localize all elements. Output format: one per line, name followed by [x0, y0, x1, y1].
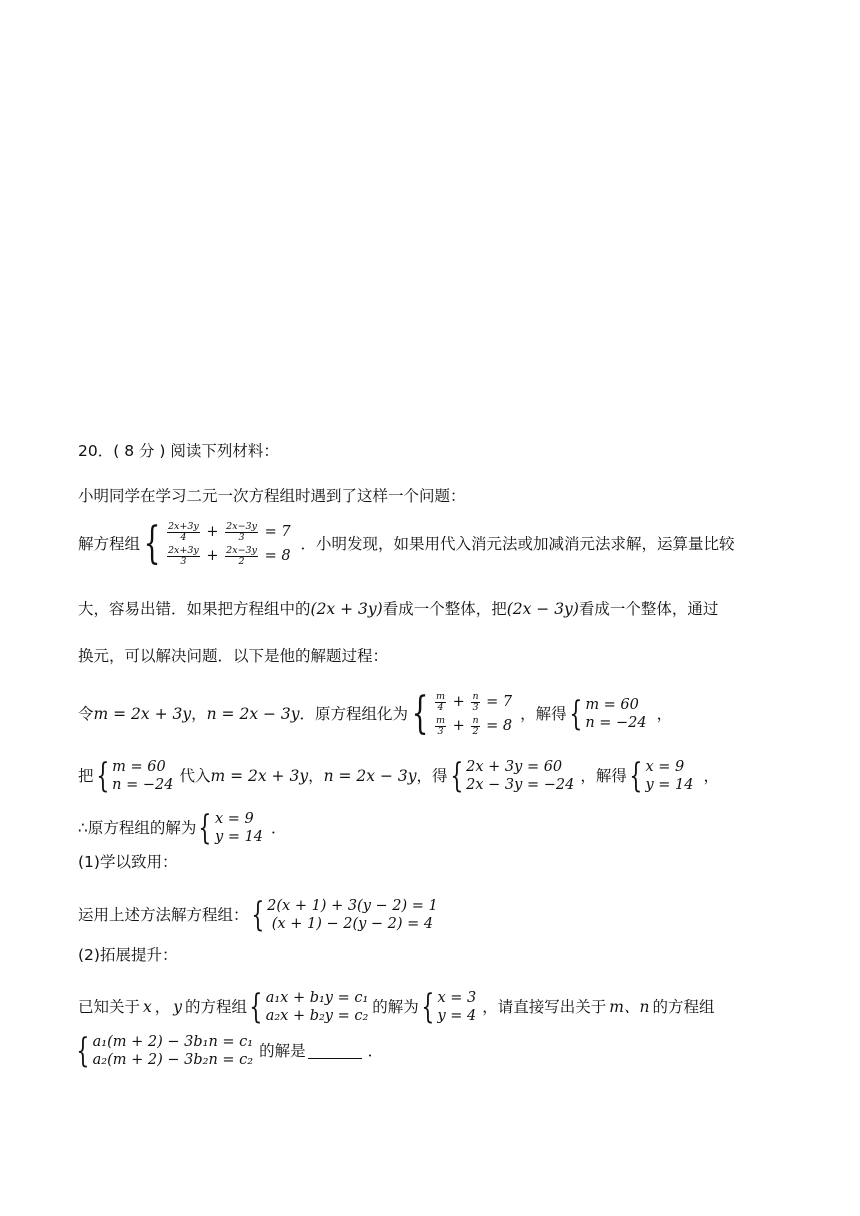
part2-line	[78, 989, 714, 1025]
line-4	[78, 599, 718, 619]
math-variable: y	[173, 998, 183, 1016]
part1-system: { 2(x + 1) + 3(y − 2) = 1 (x + 1) − 2(y − 2) = 4	[250, 895, 438, 935]
text-segment: ，请直接写出关于	[482, 998, 607, 1016]
solution-xy: { x = 9 y = 14	[629, 756, 694, 796]
left-brace: {	[76, 1031, 90, 1071]
part2-title: (2)拓展提升：	[78, 946, 178, 964]
text-segment: ，解得	[520, 705, 567, 723]
fraction-system	[140, 520, 291, 568]
part2-mn-system: { a₁(m + 2) − 3b₁n = c₁ a₂(m + 2) − 3b₂n = c₂	[76, 1031, 254, 1071]
math-variable: m、n	[609, 998, 650, 1016]
text-segment: ，	[656, 705, 673, 723]
text-segment: 看成一个整体，通过	[578, 600, 719, 618]
question-header: 20．( 8 分 ) 阅读下列材料：	[78, 442, 279, 460]
math-variable: x	[143, 998, 152, 1016]
text-segment: ∴原方程组的解为	[78, 819, 197, 837]
text-solve-system: 解方程组	[78, 535, 141, 553]
text-segment: 的方程组	[652, 998, 715, 1016]
equation-2: $\frac{2x+3y}{3}$ + $\frac{2x-3y}{2}$ = 8	[168, 544, 291, 567]
math-expression: m = 2x + 3y	[93, 705, 192, 723]
line-5: 换元，可以解决问题．以下是他的解题过程：	[78, 647, 389, 665]
solution-xy-final: { x = 9 y = 14	[198, 808, 264, 848]
left-brace: {	[198, 808, 212, 848]
answer-blank[interactable]	[308, 1044, 362, 1059]
math-expression: n = 2x − 3y	[323, 767, 417, 785]
text-segment: 令	[78, 705, 94, 723]
text-segment: 已知关于	[78, 998, 141, 1016]
text-segment: 的方程组	[185, 998, 248, 1016]
original-solution-line	[78, 810, 287, 846]
left-brace: {	[421, 987, 435, 1027]
part2-second-line	[74, 1033, 383, 1069]
math-expression: n = 2x − 3y	[206, 705, 300, 723]
math-expression: m = 2x + 3y	[210, 767, 309, 785]
text-segment: 代入	[179, 767, 211, 785]
left-brace: {	[250, 895, 264, 935]
text-segment: ，	[154, 998, 171, 1016]
intro-text: 小明同学在学习二元一次方程组时遇到了这样一个问题：	[78, 487, 466, 505]
text-segment: ，解得	[580, 767, 627, 785]
left-brace: {	[95, 756, 109, 796]
equation-1: $\frac{m}{4}$ + $\frac{n}{3}$ = 7	[436, 690, 513, 713]
part1-line	[78, 897, 438, 933]
text-segment: 把	[78, 767, 94, 785]
math-expression: (2x + 3y)	[310, 600, 383, 618]
text-segment: ，	[308, 767, 324, 785]
text-segment: 的解为	[372, 998, 419, 1016]
left-brace: {	[569, 694, 582, 734]
equation-1: $\frac{2x+3y}{4}$ + $\frac{2x-3y}{3}$ = 7	[168, 520, 291, 543]
part2-solution: { x = 3 y = 4	[421, 987, 477, 1027]
text-xiaoming-found: ．小明发现，如果用代入消元法或加减消元法求解，运算量比较	[300, 535, 735, 553]
text-segment: ．原方程组化为	[299, 705, 409, 723]
math-expression: (2x − 3y)	[506, 600, 579, 618]
substitution-line	[78, 690, 672, 738]
part1-title: (1)学以致用：	[78, 853, 178, 871]
text-segment: ，	[703, 767, 719, 785]
back-substitution-line	[78, 758, 719, 794]
text-segment: ．	[367, 1042, 384, 1060]
left-brace: {	[249, 987, 263, 1027]
solution-mn: { m = 60 n = −24	[569, 694, 647, 734]
text-segment: ．	[271, 819, 287, 837]
text-segment: 看成一个整体，把	[382, 600, 507, 618]
solution-mn-ref: { m = 60 n = −24	[95, 756, 174, 796]
left-brace: {	[629, 756, 643, 796]
left-brace: {	[143, 518, 161, 569]
fraction-system-mn	[408, 690, 512, 738]
text-segment: 运用上述方法解方程组：	[78, 906, 249, 924]
left-brace: {	[411, 688, 429, 739]
text-segment: 大，容易出错．如果把方程组中的	[78, 600, 311, 618]
equation-2: $\frac{m}{3}$ + $\frac{n}{2}$ = 8	[436, 714, 513, 737]
original-system-line	[78, 520, 735, 568]
linear-system-xy: { 2x + 3y = 60 2x − 3y = −24	[449, 756, 575, 796]
text-segment: 的解是	[259, 1042, 306, 1060]
left-brace: {	[449, 756, 463, 796]
part2-system: { a₁x + b₁y = c₁ a₂x + b₂y = c₂	[249, 987, 369, 1027]
text-segment: ，	[191, 705, 207, 723]
text-segment: ，得	[416, 767, 448, 785]
